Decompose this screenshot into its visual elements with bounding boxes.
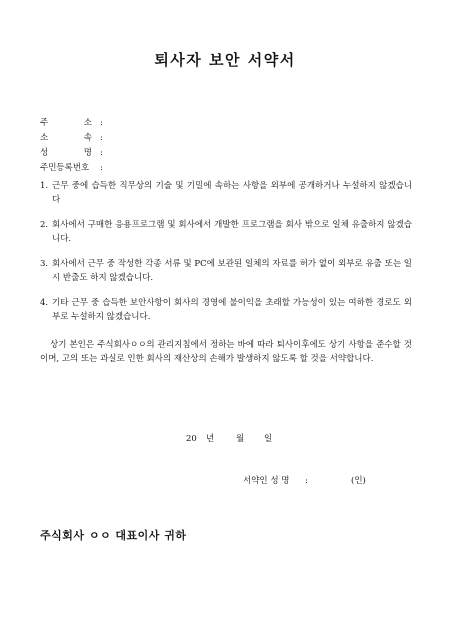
info-row-resident-number: [40, 161, 103, 176]
info-row-address: [40, 116, 103, 131]
date-month-label: 월: [236, 434, 245, 444]
personal-info-section: [40, 116, 103, 176]
signer-label: 서약인 성 명: [243, 476, 290, 486]
item-text: 기타 근무 중 습득한 보안사항이 회사의 경영에 불이익을 초래할 가능성이 있는 여하한 경로도 외부로 누설하지 않겠습니다.: [52, 298, 412, 322]
pledge-item-1: [40, 179, 412, 207]
item-text: 회사에서 구매한 응용프로그램 및 회사에서 개발한 프로그램을 회사 밖으로 일체 유출하지 않겠습니다.: [52, 220, 412, 244]
document-title: 퇴사자 보안 서약서: [154, 51, 296, 69]
department-colon: :: [100, 133, 103, 143]
name-colon: :: [100, 148, 103, 158]
date-day-label: 일: [264, 434, 273, 444]
item-text: 근무 중에 습득한 직무상의 기술 및 기밀에 속하는 사항을 외부에 공개하거나 누설하지 않겠습니다: [52, 181, 412, 205]
date-year-label: 년: [206, 434, 215, 444]
signer-colon: :: [305, 476, 308, 486]
item-number: 2.: [40, 220, 49, 230]
date-year: 20: [186, 434, 197, 444]
resident-number-colon: :: [100, 163, 103, 173]
address-colon: :: [100, 118, 103, 128]
item-text: 회사에서 근무 중 작성한 각종 서류 및 PC에 보관된 일체의 자료를 허가 없이 외부로 유출 또는 일시 반출도 하지 않겠습니다.: [52, 259, 412, 283]
item-number: 1.: [40, 181, 49, 191]
pledge-item-4: [40, 296, 412, 324]
signer-line: [243, 474, 366, 486]
name-label: 성 명: [40, 148, 92, 158]
item-number: 3.: [40, 259, 49, 269]
info-row-department: [40, 131, 103, 146]
date-line: [186, 432, 272, 444]
pledge-item-2: [40, 218, 412, 246]
pledge-statement: 상기 본인은 주식회사ㅇㅇ의 관리지침에서 정하는 바에 따라 퇴사이후에도 상기 사항을 준수할 것이며, 고의 또는 과실로 인한 회사의 재산상의 손해가 발생하지 않도록 할 것을 서약합니다.: [40, 340, 412, 364]
address-label: 주 소: [40, 118, 92, 128]
signer-seal: (인): [351, 476, 366, 486]
item-number: 4.: [40, 298, 49, 308]
info-row-name: [40, 146, 103, 161]
recipient-line: 주식회사 ㅇㅇ 대표이사 귀하: [40, 529, 187, 542]
department-label: 소 속: [40, 133, 92, 143]
resident-number-label: 주민등록번호: [40, 163, 90, 173]
pledge-items: [40, 179, 412, 335]
pledge-item-3: [40, 257, 412, 285]
